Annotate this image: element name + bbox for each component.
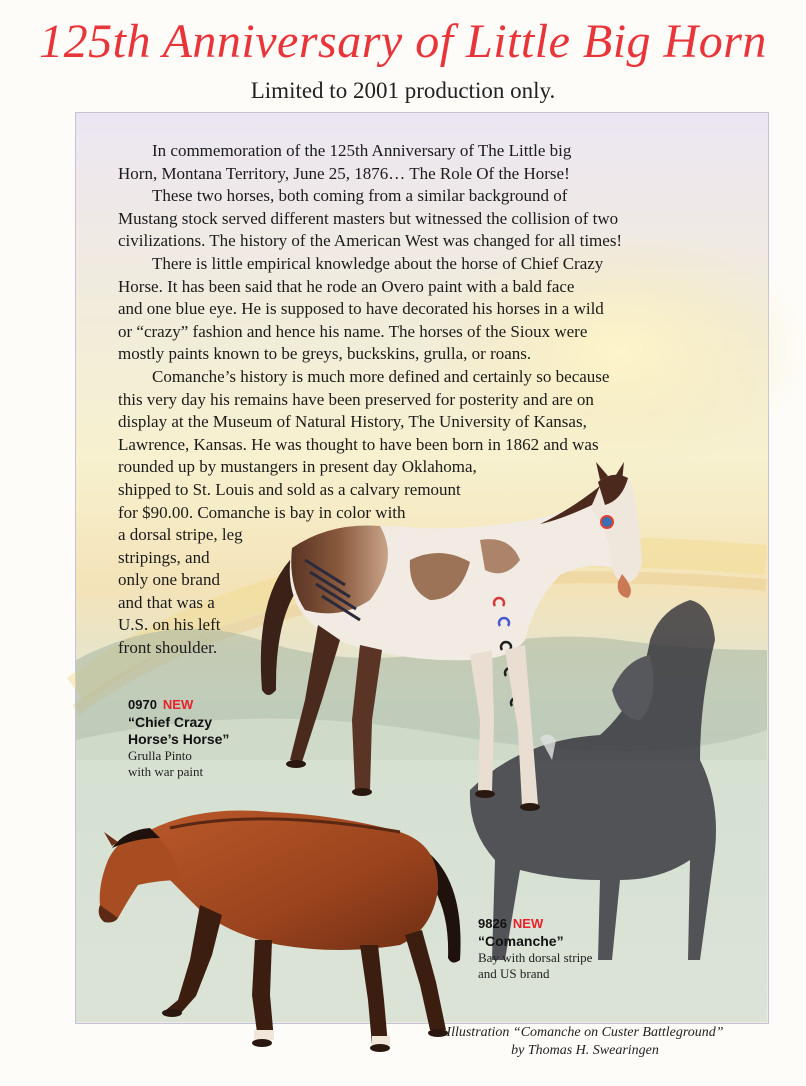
product-description: and US brand bbox=[478, 966, 550, 981]
text-line: civilizations. The history of the American West was changed for all times! bbox=[118, 231, 623, 251]
text-line: shipped to St. Louis and sold as a calvary remount bbox=[118, 479, 461, 499]
text-line: a dorsal stripe, leg bbox=[118, 525, 243, 545]
article-body bbox=[118, 140, 730, 660]
text-line: this very day his remains have been preserved for posterity and are on bbox=[118, 389, 594, 409]
illustration-credit bbox=[395, 1024, 775, 1060]
text-line: rounded up by mustangers in present day Oklahoma, bbox=[118, 457, 477, 477]
text-line: and that was a bbox=[118, 592, 215, 612]
credit-line: by Thomas H. Swearingen bbox=[511, 1043, 659, 1058]
credit-line: Illustration “Comanche on Custer Battleground” bbox=[446, 1025, 724, 1040]
page-title: 125th Anniversary of Little Big Horn bbox=[39, 15, 767, 68]
text-line: These two horses, both coming from a similar background of bbox=[152, 186, 568, 206]
product-name: “Chief Crazy bbox=[128, 714, 213, 730]
text-line: Horn, Montana Territory, June 25, 1876… The Role Of the Horse! bbox=[118, 163, 570, 183]
text-line: In commemoration of the 125th Anniversary of The Little big bbox=[152, 141, 572, 160]
product-caption-comanche bbox=[478, 915, 592, 982]
page-subtitle: Limited to 2001 production only. bbox=[250, 78, 556, 103]
text-line: or “crazy” fashion and hence his name. The horses of the Sioux were bbox=[118, 321, 588, 341]
paragraph-two-horses bbox=[118, 185, 730, 208]
text-line: There is little empirical knowledge about the horse of Chief Crazy bbox=[152, 253, 604, 273]
product-description: Bay with dorsal stripe bbox=[478, 950, 593, 965]
product-description: with war paint bbox=[128, 764, 204, 779]
paragraph-anniversary bbox=[118, 140, 730, 163]
text-line: stripings, and bbox=[118, 547, 210, 567]
text-line: for $90.00. Comanche is bay in color with bbox=[118, 502, 406, 522]
product-description: Grulla Pinto bbox=[128, 748, 192, 763]
product-name: Horse’s Horse” bbox=[128, 731, 230, 747]
text-line: U.S. on his left bbox=[118, 615, 221, 635]
product-caption-chief-crazy-horse bbox=[128, 696, 229, 780]
text-line: Mustang stock served different masters but witnessed the collision of two bbox=[118, 208, 619, 228]
text-line: Horse. It has been said that he rode an Overo paint with a bald face bbox=[118, 276, 575, 296]
product-name: “Comanche” bbox=[478, 933, 564, 949]
text-line: Comanche’s history is much more defined and certainly so because bbox=[152, 366, 610, 386]
text-line: display at the Museum of Natural History, The University of Kansas, bbox=[118, 412, 587, 432]
text-line: front shoulder. bbox=[118, 638, 218, 658]
text-line: and one blue eye. He is supposed to have decorated his horses in a wild bbox=[118, 299, 604, 319]
new-badge: NEW bbox=[512, 916, 544, 931]
paragraph-crazy-horse bbox=[118, 253, 730, 276]
product-number: 0970 bbox=[128, 697, 157, 712]
text-line: mostly paints known to be greys, buckskins, grulla, or roans. bbox=[118, 344, 532, 364]
product-number: 9826 bbox=[478, 916, 507, 931]
new-badge: NEW bbox=[162, 697, 194, 712]
text-line: Lawrence, Kansas. He was thought to have been born in 1862 and was bbox=[118, 434, 599, 454]
paragraph-comanche bbox=[118, 366, 730, 389]
text-line: only one brand bbox=[118, 570, 220, 590]
